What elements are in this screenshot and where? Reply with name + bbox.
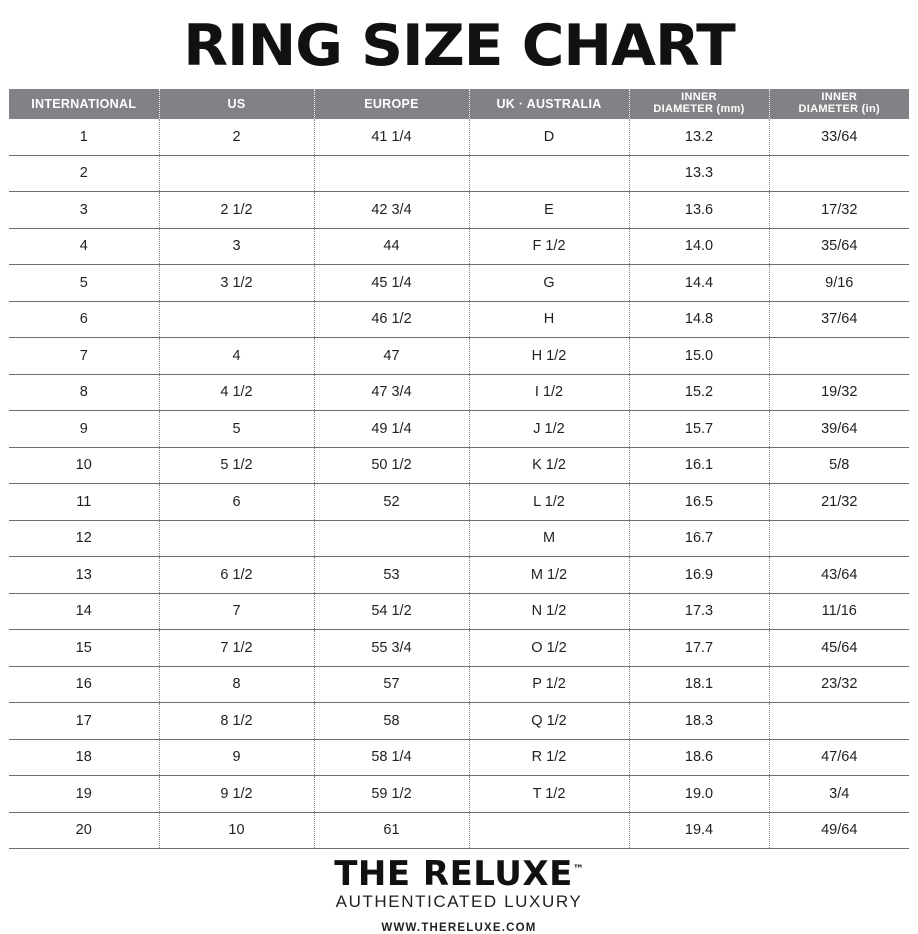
cell-us: 5 xyxy=(159,411,314,448)
cell-uk-australia: P 1/2 xyxy=(469,666,629,703)
table-row xyxy=(9,666,909,703)
cell-international: 2 xyxy=(9,155,159,192)
cell-international: 8 xyxy=(9,374,159,411)
cell-inner-diameter-in xyxy=(769,338,909,375)
column-header-us-label: US xyxy=(227,97,246,111)
cell-uk-australia: E xyxy=(469,192,629,229)
cell-inner-diameter-mm: 16.5 xyxy=(629,484,769,521)
table-row xyxy=(9,776,909,813)
cell-inner-diameter-in xyxy=(769,703,909,740)
cell-europe: 49 1/4 xyxy=(314,411,469,448)
cell-us: 7 1/2 xyxy=(159,630,314,667)
cell-international: 14 xyxy=(9,593,159,630)
cell-international: 19 xyxy=(9,776,159,813)
column-header-us xyxy=(159,89,314,119)
cell-inner-diameter-mm: 17.7 xyxy=(629,630,769,667)
cell-inner-diameter-in: 21/32 xyxy=(769,484,909,521)
cell-uk-australia: M xyxy=(469,520,629,557)
table-row xyxy=(9,301,909,338)
cell-europe: 44 xyxy=(314,228,469,265)
cell-uk-australia xyxy=(469,812,629,849)
cell-uk-australia: Q 1/2 xyxy=(469,703,629,740)
cell-uk-australia: H 1/2 xyxy=(469,338,629,375)
cell-international: 20 xyxy=(9,812,159,849)
cell-inner-diameter-mm: 18.1 xyxy=(629,666,769,703)
cell-inner-diameter-mm: 16.1 xyxy=(629,447,769,484)
ring-size-table xyxy=(9,89,909,849)
cell-europe: 58 xyxy=(314,703,469,740)
cell-us xyxy=(159,301,314,338)
table-row xyxy=(9,812,909,849)
cell-europe xyxy=(314,520,469,557)
cell-inner-diameter-in xyxy=(769,155,909,192)
cell-international: 6 xyxy=(9,301,159,338)
cell-inner-diameter-mm: 16.9 xyxy=(629,557,769,594)
cell-international: 9 xyxy=(9,411,159,448)
cell-us: 4 1/2 xyxy=(159,374,314,411)
table-row xyxy=(9,593,909,630)
cell-us: 10 xyxy=(159,812,314,849)
cell-us: 4 xyxy=(159,338,314,375)
column-header-inner-diameter-mm xyxy=(629,89,769,119)
cell-us: 5 1/2 xyxy=(159,447,314,484)
cell-international: 3 xyxy=(9,192,159,229)
table-header xyxy=(9,89,909,119)
cell-europe: 57 xyxy=(314,666,469,703)
cell-us: 6 xyxy=(159,484,314,521)
column-header-inner-diameter-mm-line1: INNER xyxy=(681,91,717,104)
column-header-international xyxy=(9,89,159,119)
table-row xyxy=(9,119,909,155)
cell-inner-diameter-in: 43/64 xyxy=(769,557,909,594)
cell-us: 2 xyxy=(159,119,314,155)
cell-inner-diameter-mm: 19.0 xyxy=(629,776,769,813)
cell-international: 15 xyxy=(9,630,159,667)
cell-international: 5 xyxy=(9,265,159,302)
cell-inner-diameter-in: 35/64 xyxy=(769,228,909,265)
cell-inner-diameter-mm: 15.2 xyxy=(629,374,769,411)
cell-inner-diameter-in xyxy=(769,520,909,557)
cell-europe: 47 3/4 xyxy=(314,374,469,411)
table-header-row xyxy=(9,89,909,119)
cell-inner-diameter-in: 5/8 xyxy=(769,447,909,484)
column-header-inner-diameter-in-line1: INNER xyxy=(821,91,858,104)
cell-inner-diameter-in: 33/64 xyxy=(769,119,909,155)
cell-us xyxy=(159,155,314,192)
cell-europe: 45 1/4 xyxy=(314,265,469,302)
cell-uk-australia: N 1/2 xyxy=(469,593,629,630)
table-row xyxy=(9,484,909,521)
table-row xyxy=(9,155,909,192)
cell-europe: 42 3/4 xyxy=(314,192,469,229)
cell-europe: 61 xyxy=(314,812,469,849)
footer xyxy=(0,854,918,934)
cell-uk-australia: M 1/2 xyxy=(469,557,629,594)
cell-uk-australia: D xyxy=(469,119,629,155)
cell-international: 4 xyxy=(9,228,159,265)
cell-international: 18 xyxy=(9,739,159,776)
column-header-inner-diameter-mm-line2: DIAMETER (mm) xyxy=(653,103,745,115)
brand-tagline: AUTHENTICATED LUXURY xyxy=(335,891,583,911)
cell-inner-diameter-in: 37/64 xyxy=(769,301,909,338)
cell-europe: 59 1/2 xyxy=(314,776,469,813)
cell-international: 12 xyxy=(9,520,159,557)
cell-europe: 58 1/4 xyxy=(314,739,469,776)
cell-uk-australia: G xyxy=(469,265,629,302)
cell-us: 6 1/2 xyxy=(159,557,314,594)
cell-us: 9 1/2 xyxy=(159,776,314,813)
cell-inner-diameter-mm: 16.7 xyxy=(629,520,769,557)
cell-inner-diameter-mm: 14.8 xyxy=(629,301,769,338)
table-row xyxy=(9,447,909,484)
cell-international: 13 xyxy=(9,557,159,594)
cell-us: 9 xyxy=(159,739,314,776)
cell-us xyxy=(159,520,314,557)
cell-us: 3 xyxy=(159,228,314,265)
cell-uk-australia xyxy=(469,155,629,192)
cell-inner-diameter-in: 49/64 xyxy=(769,812,909,849)
cell-europe xyxy=(314,155,469,192)
cell-europe: 46 1/2 xyxy=(314,301,469,338)
cell-europe: 47 xyxy=(314,338,469,375)
column-header-inner-diameter-in xyxy=(769,89,909,119)
table-row xyxy=(9,228,909,265)
column-header-inner-diameter-in-line2: DIAMETER (in) xyxy=(798,103,880,115)
cell-us: 3 1/2 xyxy=(159,265,314,302)
cell-inner-diameter-mm: 13.2 xyxy=(629,119,769,155)
cell-inner-diameter-mm: 13.3 xyxy=(629,155,769,192)
cell-inner-diameter-in: 11/16 xyxy=(769,593,909,630)
table-row xyxy=(9,265,909,302)
cell-europe: 41 1/4 xyxy=(314,119,469,155)
cell-uk-australia: K 1/2 xyxy=(469,447,629,484)
cell-inner-diameter-in: 3/4 xyxy=(769,776,909,813)
cell-international: 7 xyxy=(9,338,159,375)
cell-international: 11 xyxy=(9,484,159,521)
brand-name-text: THE RELUXE xyxy=(334,854,573,894)
cell-inner-diameter-mm: 15.7 xyxy=(629,411,769,448)
cell-inner-diameter-mm: 13.6 xyxy=(629,192,769,229)
trademark-symbol: ™ xyxy=(572,862,584,876)
cell-inner-diameter-mm: 17.3 xyxy=(629,593,769,630)
column-header-uk-australia xyxy=(469,89,629,119)
cell-europe: 50 1/2 xyxy=(314,447,469,484)
cell-us: 8 xyxy=(159,666,314,703)
cell-inner-diameter-mm: 18.3 xyxy=(629,703,769,740)
column-header-europe-label: EUROPE xyxy=(364,97,419,111)
cell-us: 2 1/2 xyxy=(159,192,314,229)
table-row xyxy=(9,374,909,411)
cell-us: 7 xyxy=(159,593,314,630)
column-header-uk-australia-label: UK · AUSTRALIA xyxy=(496,97,602,111)
cell-europe: 53 xyxy=(314,557,469,594)
cell-inner-diameter-in: 23/32 xyxy=(769,666,909,703)
cell-europe: 55 3/4 xyxy=(314,630,469,667)
brand-name xyxy=(334,854,584,894)
table-row xyxy=(9,557,909,594)
cell-international: 17 xyxy=(9,703,159,740)
brand-website: WWW.THERELUXE.COM xyxy=(381,921,537,934)
cell-inner-diameter-in: 9/16 xyxy=(769,265,909,302)
cell-us: 8 1/2 xyxy=(159,703,314,740)
cell-uk-australia: J 1/2 xyxy=(469,411,629,448)
table-row xyxy=(9,630,909,667)
cell-europe: 54 1/2 xyxy=(314,593,469,630)
cell-inner-diameter-mm: 18.6 xyxy=(629,739,769,776)
cell-uk-australia: T 1/2 xyxy=(469,776,629,813)
table-row xyxy=(9,411,909,448)
cell-inner-diameter-in: 39/64 xyxy=(769,411,909,448)
cell-europe: 52 xyxy=(314,484,469,521)
cell-inner-diameter-in: 19/32 xyxy=(769,374,909,411)
cell-inner-diameter-mm: 19.4 xyxy=(629,812,769,849)
cell-international: 10 xyxy=(9,447,159,484)
cell-uk-australia: L 1/2 xyxy=(469,484,629,521)
cell-inner-diameter-mm: 14.4 xyxy=(629,265,769,302)
cell-uk-australia: R 1/2 xyxy=(469,739,629,776)
table-row xyxy=(9,192,909,229)
cell-international: 1 xyxy=(9,119,159,155)
cell-uk-australia: H xyxy=(469,301,629,338)
table-row xyxy=(9,703,909,740)
table-row xyxy=(9,338,909,375)
column-header-international-label: INTERNATIONAL xyxy=(31,97,137,111)
cell-uk-australia: I 1/2 xyxy=(469,374,629,411)
cell-inner-diameter-in: 45/64 xyxy=(769,630,909,667)
page-title: RING SIZE CHART xyxy=(183,13,735,79)
cell-international: 16 xyxy=(9,666,159,703)
cell-inner-diameter-in: 17/32 xyxy=(769,192,909,229)
cell-inner-diameter-mm: 14.0 xyxy=(629,228,769,265)
table-row xyxy=(9,739,909,776)
column-header-europe xyxy=(314,89,469,119)
cell-inner-diameter-mm: 15.0 xyxy=(629,338,769,375)
table-body xyxy=(9,119,909,849)
cell-uk-australia: O 1/2 xyxy=(469,630,629,667)
cell-inner-diameter-in: 47/64 xyxy=(769,739,909,776)
cell-uk-australia: F 1/2 xyxy=(469,228,629,265)
table-row xyxy=(9,520,909,557)
